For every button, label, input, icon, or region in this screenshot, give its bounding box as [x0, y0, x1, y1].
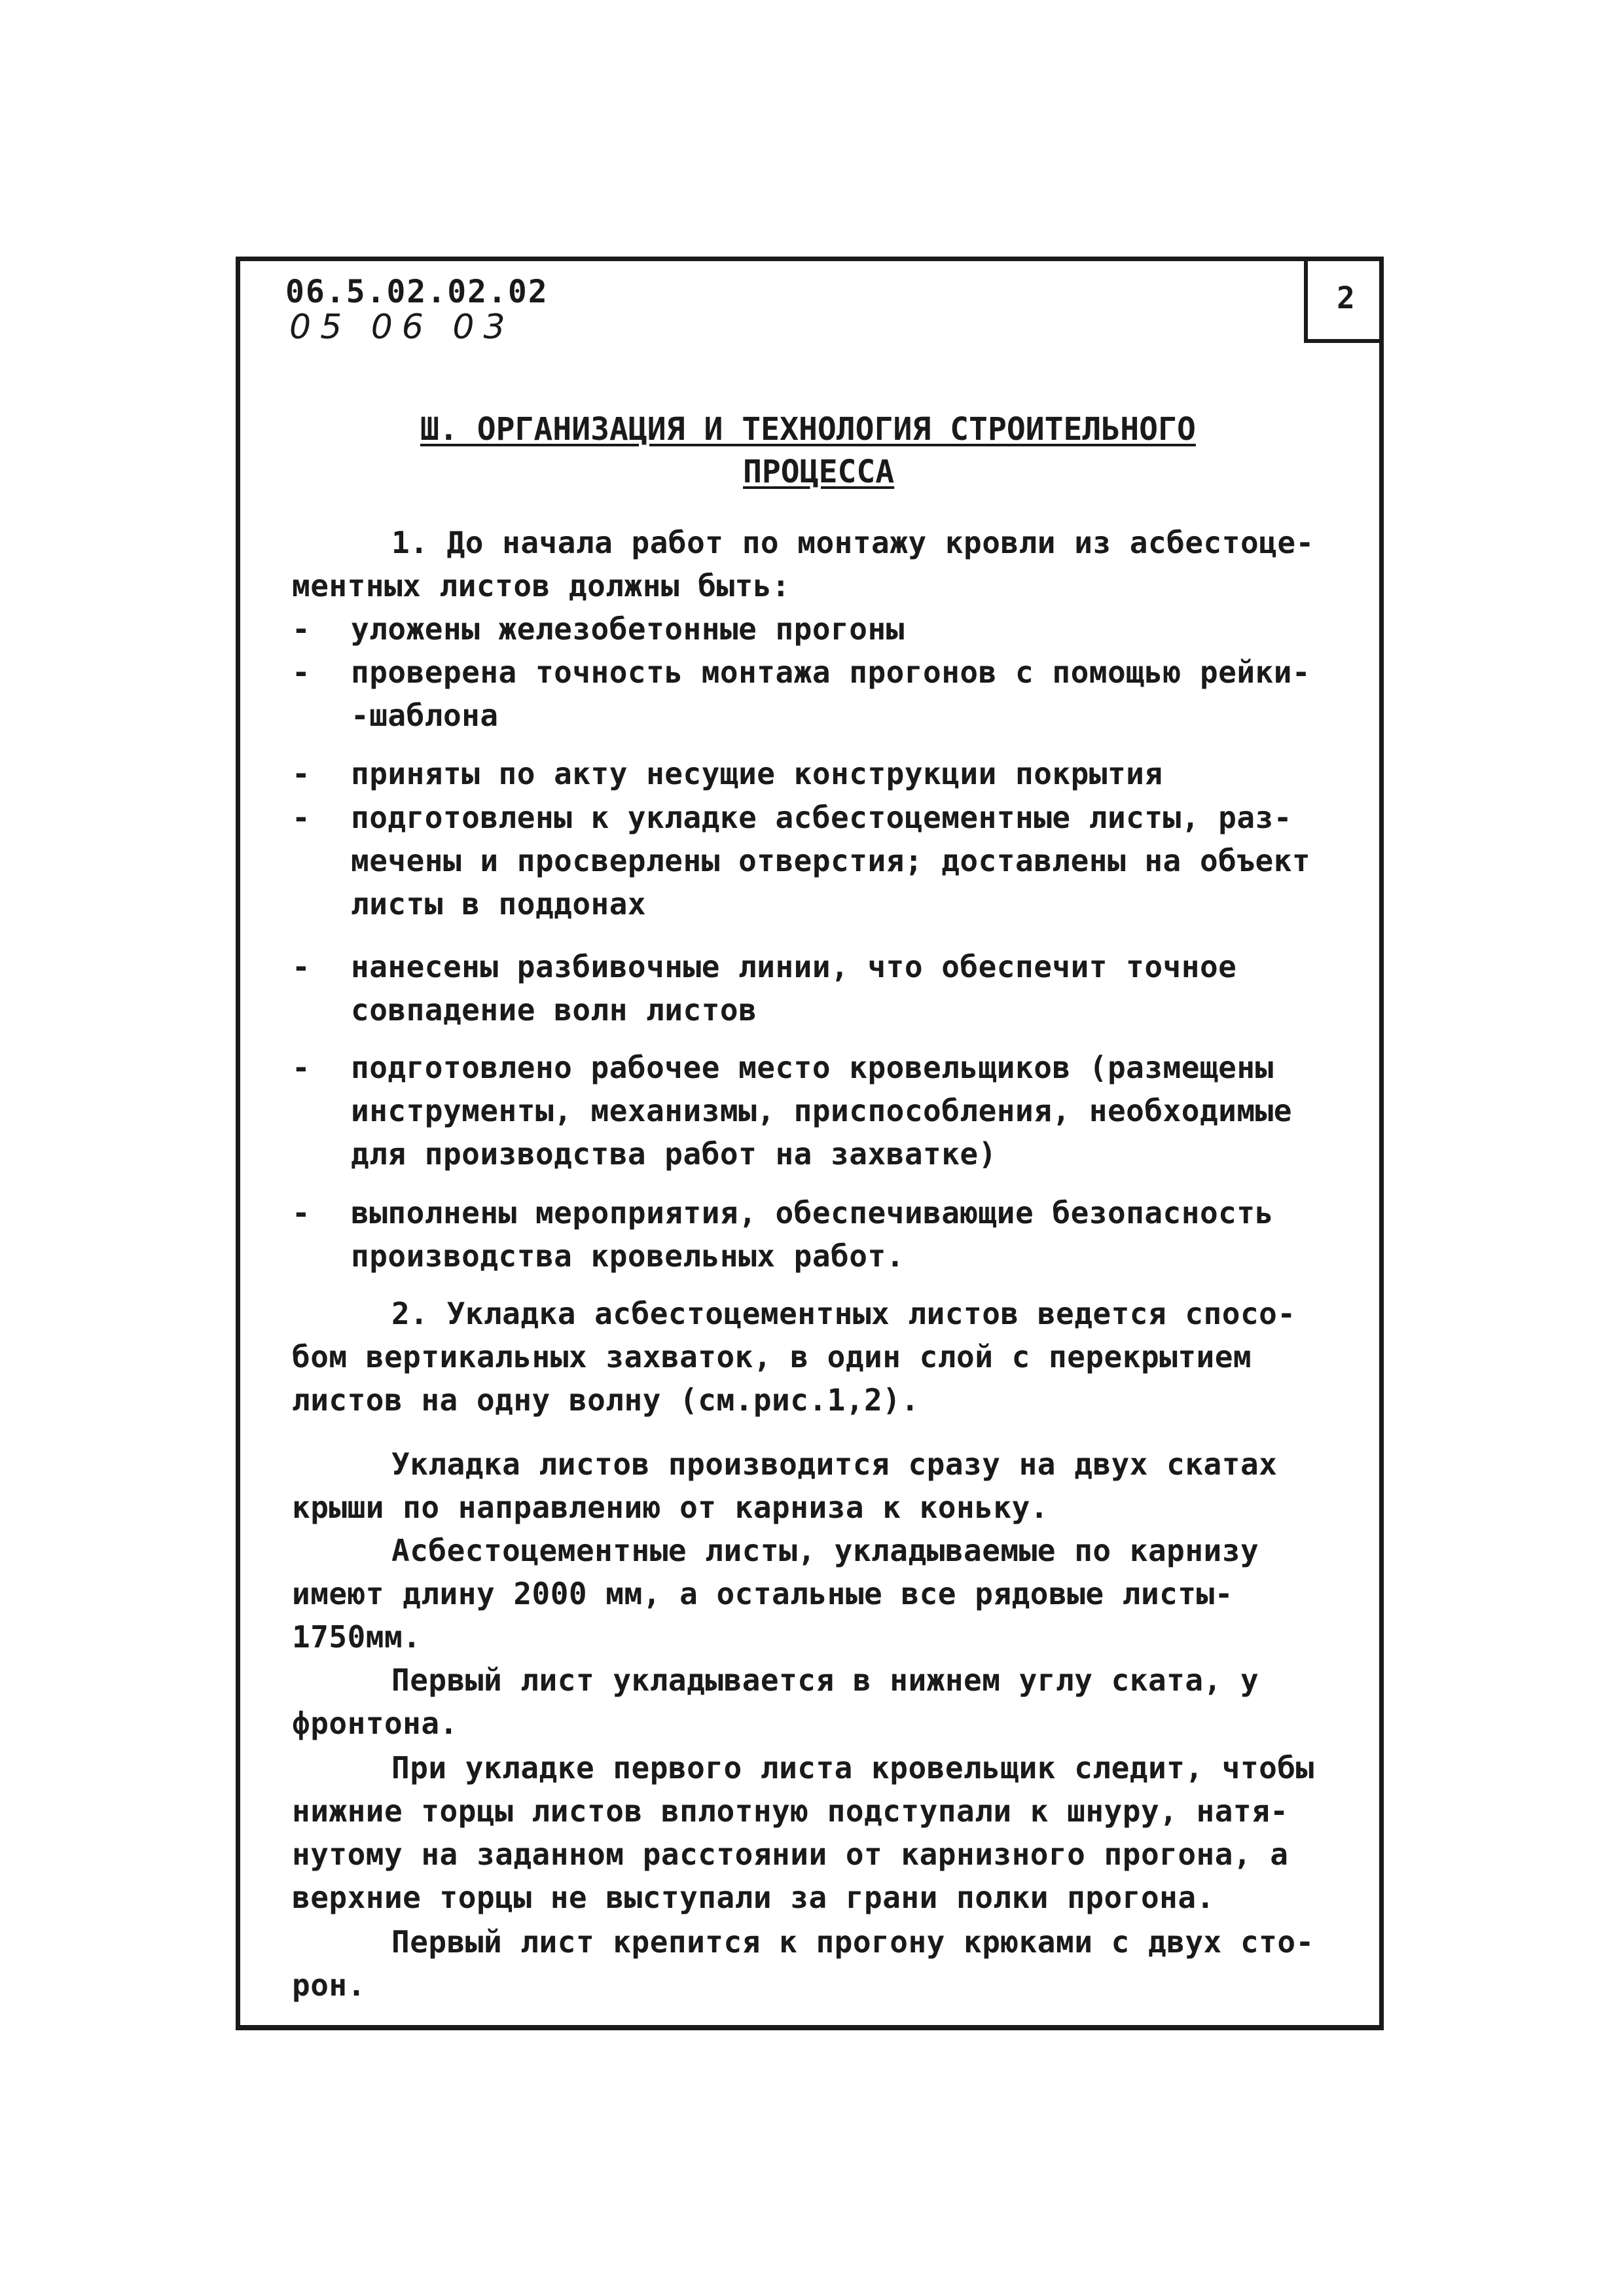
- text-line: листов на одну волну (см.рис.1,2).: [292, 1382, 920, 1418]
- list-bullet: -: [292, 1050, 310, 1085]
- list-bullet: -: [292, 756, 310, 791]
- text-line: 1. До начала работ по монтажу кровли из асбестоце-: [391, 525, 1314, 560]
- list-item-text: -шаблона: [351, 698, 499, 733]
- list-item-text: выполнены мероприятия, обеспечивающие безопасность: [351, 1195, 1274, 1230]
- list-bullet: -: [292, 611, 310, 647]
- text-line: крыши по направлению от карниза к коньку.: [292, 1490, 1049, 1525]
- text-line: фронтона.: [292, 1706, 458, 1741]
- text-line: ментных листов должны быть:: [292, 568, 791, 603]
- section-title-line-2: ПРОЦЕССА: [743, 454, 895, 490]
- list-item-text: уложены железобетонные прогоны: [351, 611, 905, 647]
- text-line: Асбестоцементные листы, укладываемые по карнизу: [391, 1533, 1259, 1568]
- text-line: нутому на заданном расстоянии от карнизного прогона, а: [292, 1837, 1289, 1872]
- list-item-text: инструменты, механизмы, приспособления, необходимые: [351, 1093, 1292, 1128]
- list-item-text: для производства работ на захватке): [351, 1136, 997, 1172]
- list-item-text: листы в поддонах: [351, 886, 647, 922]
- text-line: 1750мм.: [292, 1619, 422, 1655]
- list-item-text: подготовлено рабочее место кровельщиков (размещены: [351, 1050, 1274, 1085]
- text-line: верхние торцы не выступали за грани полки прогона.: [292, 1880, 1215, 1915]
- text-line: бом вертикальных захваток, в один слой с перекрытием: [292, 1339, 1252, 1374]
- list-item-text: проверена точность монтажа прогонов с помощью рейки-: [351, 655, 1311, 690]
- list-bullet: -: [292, 1195, 310, 1230]
- list-item-text: нанесены разбивочные линии, что обеспечит точное: [351, 949, 1237, 984]
- text-line: нижние торцы листов вплотную подступали к шнуру, натя-: [292, 1793, 1289, 1829]
- text-line: При укладке первого листа кровельщик следит, чтобы: [391, 1750, 1314, 1785]
- text-line: Первый лист крепится к прогону крюками с двух сто-: [391, 1924, 1314, 1960]
- document-code: 06.5.02.02.02: [285, 274, 549, 310]
- document-date-handwritten: 05 06 03: [289, 308, 514, 347]
- list-item-text: производства кровельных работ.: [351, 1238, 905, 1274]
- list-item-text: приняты по акту несущие конструкции покрытия: [351, 756, 1163, 791]
- list-item-text: мечены и просверлены отверстия; доставлены на объект: [351, 843, 1311, 878]
- list-item-text: подготовлены к укладке асбестоцементные листы, раз-: [351, 800, 1292, 835]
- page-number: 2: [1304, 257, 1384, 343]
- list-bullet: -: [292, 949, 310, 984]
- list-item-text: совпадение волн листов: [351, 992, 757, 1028]
- section-title-line-1: Ш. ОРГАНИЗАЦИЯ И ТЕХНОЛОГИЯ СТРОИТЕЛЬНОГО: [420, 411, 1196, 448]
- list-bullet: -: [292, 800, 310, 835]
- list-bullet: -: [292, 655, 310, 690]
- text-line: Первый лист укладывается в нижнем углу ската, у: [391, 1662, 1259, 1698]
- text-line: 2. Укладка асбестоцементных листов ведется спосо-: [391, 1296, 1296, 1331]
- text-line: Укладка листов производится сразу на двух скатах: [391, 1446, 1278, 1482]
- text-line: имеют длину 2000 мм, а остальные все рядовые листы-: [292, 1576, 1233, 1611]
- text-line: рон.: [292, 1967, 366, 2003]
